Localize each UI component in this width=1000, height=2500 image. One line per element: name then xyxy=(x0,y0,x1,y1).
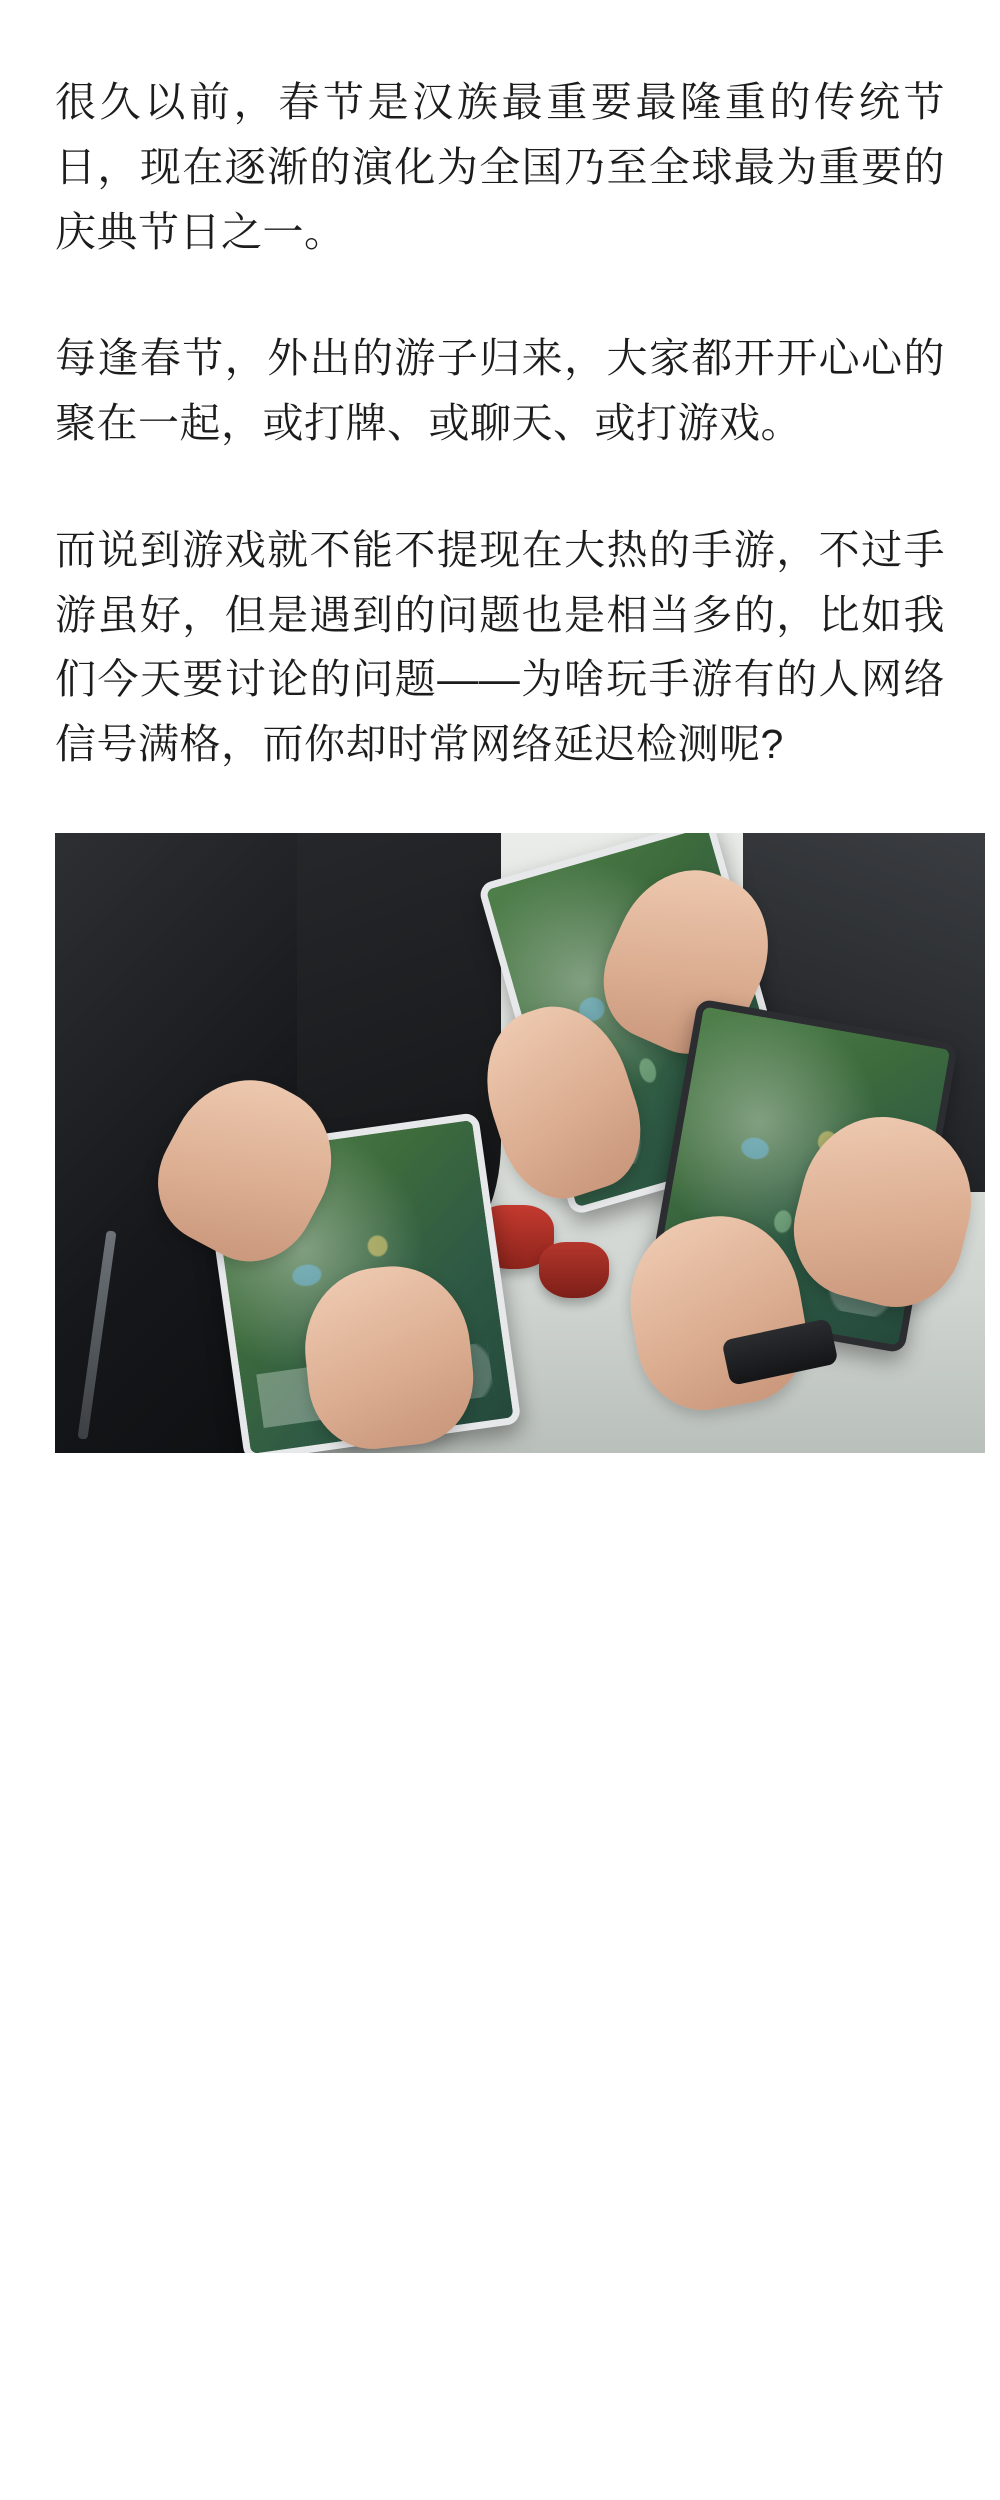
paragraph-3: 而说到游戏就不能不提现在大热的手游，不过手游虽好，但是遇到的问题也是相当多的，比如我们今天要讨论的问题——为啥玩手游有的人网络信号满格，而你却时常网络延迟检测呢? xyxy=(55,526,945,768)
photo-red-shoe-2 xyxy=(539,1242,609,1298)
article-figure xyxy=(55,833,985,1453)
paragraph-2: 每逢春节，外出的游子归来，大家都开开心心的聚在一起，或打牌、或聊天、或打游戏。 xyxy=(55,335,945,447)
photo-people-playing-mobile-games xyxy=(55,833,985,1453)
paragraph-1: 很久以前，春节是汉族最重要最隆重的传统节日，现在逐渐的演化为全国乃至全球最为重要的庆典节日之一。 xyxy=(55,79,945,255)
